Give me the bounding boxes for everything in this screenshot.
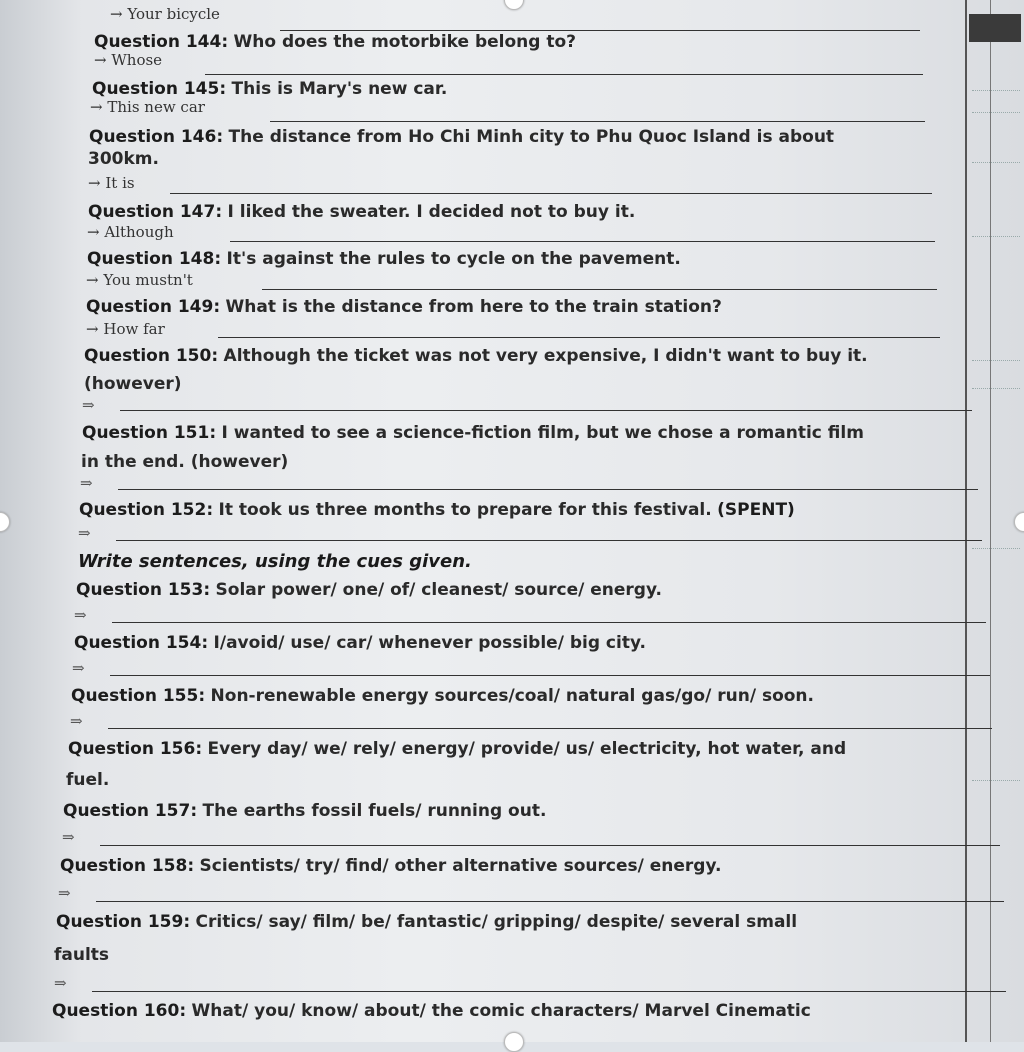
answer-blank[interactable] (218, 337, 940, 338)
question-159: Question 159: Critics/ say/ film/ be/ fantastic/ gripping/ despite/ several small (56, 912, 798, 932)
question-149: Question 149: What is the distance from here to the train station? (86, 297, 722, 317)
section-heading: Write sentences, using the cues given. (78, 551, 472, 572)
question-156-continued: fuel. (66, 770, 110, 790)
question-150: Question 150: Although the ticket was not very expensive, I didn't want to buy it. (84, 346, 868, 366)
question-150-continued: (however) (84, 374, 182, 394)
dotted-line (972, 112, 1020, 113)
answer-prompt: → This new car (90, 98, 205, 116)
question-144: Question 144: Who does the motorbike belong to? (94, 32, 577, 52)
answer-blank[interactable] (170, 193, 932, 194)
answer-prompt: → Your bicycle (110, 5, 220, 23)
dotted-line (972, 360, 1020, 361)
answer-blank[interactable] (118, 489, 978, 490)
answer-blank[interactable] (116, 540, 982, 541)
dotted-line (972, 548, 1020, 549)
answer-blank[interactable] (92, 991, 1006, 992)
question-151-continued: in the end. (however) (81, 452, 289, 472)
dotted-line (972, 90, 1020, 91)
answer-blank[interactable] (262, 289, 937, 290)
question-158: Question 158: Scientists/ try/ find/ other alternative sources/ energy. (60, 856, 722, 876)
question-148: Question 148: It's against the rules to cycle on the pavement. (87, 249, 681, 269)
crop-handle-bottom[interactable] (504, 1032, 524, 1052)
answer-blank[interactable] (230, 241, 935, 242)
answer-blank[interactable] (96, 901, 1004, 902)
question-154: Question 154: I/avoid/ use/ car/ whenever possible/ big city. (74, 633, 646, 653)
answer-arrow: ⇒ (70, 712, 83, 730)
answer-prompt: → How far (86, 320, 165, 338)
answer-prompt: → It is (88, 174, 135, 192)
question-152: Question 152: It took us three months to prepare for this festival. (SPENT) (79, 500, 795, 520)
answer-prompt: → You mustn't (86, 271, 193, 289)
answer-arrow: ⇒ (72, 659, 85, 677)
answer-blank[interactable] (280, 30, 920, 31)
question-147: Question 147: I liked the sweater. I decided not to buy it. (88, 202, 636, 222)
question-156: Question 156: Every day/ we/ rely/ energy/ provide/ us/ electricity, hot water, and (68, 739, 847, 759)
answer-arrow: ⇒ (54, 974, 67, 992)
dotted-line (972, 236, 1020, 237)
question-151: Question 151: I wanted to see a science-fiction film, but we chose a romantic film (82, 423, 864, 443)
question-146-continued: 300km. (88, 149, 159, 169)
answer-prompt: → Whose (94, 51, 163, 69)
question-155: Question 155: Non-renewable energy sources/coal/ natural gas/go/ run/ soon. (71, 686, 814, 706)
dotted-line (972, 780, 1020, 781)
answer-arrow: ⇒ (62, 828, 75, 846)
question-160: Question 160: What/ you/ know/ about/ the comic characters/ Marvel Cinematic (52, 1001, 811, 1021)
answer-blank[interactable] (205, 74, 923, 75)
dotted-line (972, 388, 1020, 389)
answer-blank[interactable] (112, 622, 986, 623)
question-146: Question 146: The distance from Ho Chi Minh city to Phu Quoc Island is about (89, 127, 835, 147)
answer-blank[interactable] (100, 845, 1000, 846)
question-159-continued: faults (54, 945, 110, 965)
question-157: Question 157: The earths fossil fuels/ running out. (63, 801, 547, 821)
question-153: Question 153: Solar power/ one/ of/ cleanest/ source/ energy. (76, 580, 662, 600)
dotted-line (972, 162, 1020, 163)
question-145: Question 145: This is Mary's new car. (92, 79, 448, 99)
answer-blank[interactable] (110, 675, 990, 676)
answer-arrow: ⇒ (80, 474, 93, 492)
answer-arrow: ⇒ (82, 396, 95, 414)
answer-blank[interactable] (120, 410, 972, 411)
column-border-outer (990, 0, 991, 1042)
answer-arrow: ⇒ (78, 524, 91, 542)
answer-blank[interactable] (108, 728, 992, 729)
answer-blank[interactable] (270, 121, 925, 122)
column-border (965, 0, 967, 1042)
dark-header-box (969, 14, 1021, 42)
answer-arrow: ⇒ (74, 606, 87, 624)
answer-prompt: → Although (87, 223, 174, 241)
answer-arrow: ⇒ (58, 884, 71, 902)
